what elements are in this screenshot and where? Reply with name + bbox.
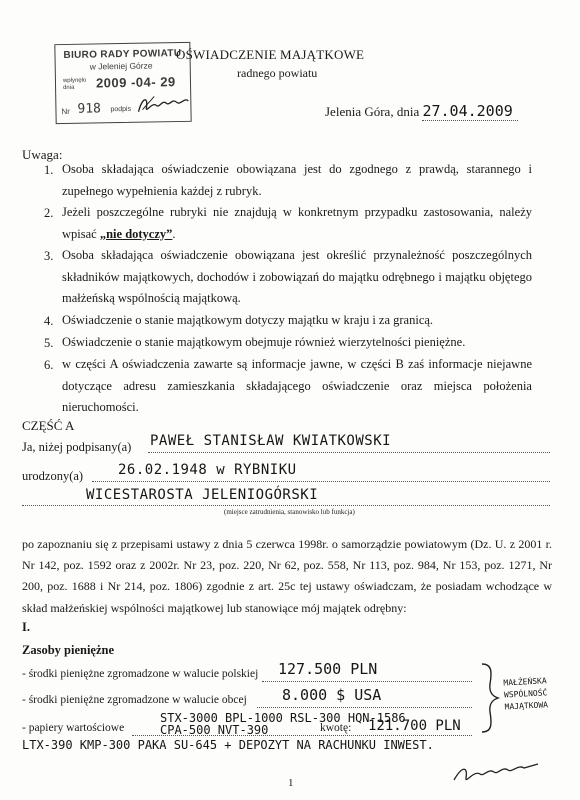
part-a-heading: CZĘŚĆ A (22, 418, 75, 433)
place-label: Jelenia Góra, dnia (325, 104, 420, 119)
stamp-date: 2009 -04- 29 (95, 74, 176, 91)
page-number: 1 (288, 777, 294, 789)
job-dotted-line (22, 505, 550, 506)
foreign-label: - środki pieniężne zgromadzone w walucie obcej (22, 694, 247, 706)
stamp-city: w Jeleniej Górze (89, 60, 153, 72)
pln-label: - środki pieniężne zgromadzone w walucie polskiej (22, 668, 259, 680)
born-dotted-line (92, 481, 550, 482)
note-text: Oświadczenie o stanie majątkowym obejmuje również wierzytelności pieniężne. (62, 335, 466, 349)
notes-heading: Uwaga: (22, 147, 63, 162)
registration-stamp (54, 42, 191, 124)
note-text (62, 202, 532, 245)
section-heading: Zasoby pieniężne (22, 643, 115, 657)
stamp-received-label: wpłynęło dnia (62, 77, 87, 92)
signed-value: PAWEŁ STANISŁAW KWIATKOWSKI (150, 433, 392, 449)
document-subtitle: radnego powiatu (237, 66, 318, 80)
stamp-signature-label: podpis (110, 105, 132, 114)
statement-paragraph: po zapoznaniu się z przepisami ustawy z dnia 5 czerwca 1998r. o samorządzie powiatowym (Dz. U. z 2001 r. Nr 142, poz. 1592 oraz z 2002r. Nr 23, poz. 220, Nr 62, poz. 558, Nr 113, poz. 984, Nr 153, poz. 1271, Nr 200, poz. 1688 i Nr 214, poz. 1806) zgodnie z art. 25c tej ustawy oświadczam, że posiadam wchodzące w skład małżeńskiej wspólności majątkowej lub stanowiące mój majątek odrębny: (22, 537, 552, 615)
securities-label: - papiery wartościowe (22, 722, 125, 734)
signed-label: Ja, niżej podpisany(a) (22, 440, 132, 454)
note-number: 2. (44, 206, 54, 220)
note-number: 3. (44, 249, 54, 263)
stamp-nr-value: 918 (77, 101, 102, 117)
amount-value: 121.700 PLN (368, 718, 461, 734)
securities-extra-line: LTX-390 KMP-300 PAKA SU-645 + DEPOZYT NA RACHUNKU INWEST. (22, 738, 434, 752)
securities-line-2: CPA-500 NVT-390 (160, 723, 269, 737)
margin-brace (478, 662, 502, 734)
place-date-line (325, 102, 518, 121)
born-value: 26.02.1948 w RYBNIKU (118, 462, 297, 478)
section-roman: I. (22, 620, 30, 634)
note-number: 5. (44, 336, 54, 350)
foreign-dotted-line (257, 707, 472, 708)
note-text: Osoba składająca oświadczenie obowiązana jest określić przynależność poszczególnych składników majątkowych, dochodów i zobowiązań do majątku odrębnego i majątku objętego małżeńską wspólnością majątkową. (62, 248, 532, 305)
stamp-nr-label: Nr (61, 106, 71, 117)
note-number: 1. (44, 163, 54, 177)
note-number: 6. (44, 358, 54, 372)
job-caption: (miejsce zatrudnienia, stanowisko lub funkcja) (224, 508, 355, 516)
bottom-signature (452, 758, 542, 788)
note-text-part: Jeżeli poszczególne rubryki nie znajdują w konkretnym przypadku zastosowania, należy wpisać (62, 205, 532, 241)
stamp-signature (136, 93, 190, 118)
note-text: w części A oświadczenia zawarte są informacje jawne, w części B zaś informacje niejawne dotyczące adresu zamieszkania składającego oświadczenie oraz miejsca położenia nieruchomości. (62, 357, 532, 414)
note-emphasis: „nie dotyczy” (99, 226, 173, 241)
born-label: urodzony(a) (22, 469, 84, 483)
pln-dotted-line (262, 681, 472, 682)
stamp-office: BIURO RADY POWIATU (63, 47, 182, 62)
amount-label: kwotę: (320, 722, 352, 734)
note-text: Osoba składająca oświadczenie obowiązana jest do zgodnego z prawdą, starannego i zupełnego wypełnienia każdej z rubryk. (62, 162, 532, 198)
document-title: OŚWIADCZENIE MAJĄTKOWE (176, 47, 365, 62)
margin-note: MAŁŻEŃSKA WSPÓLNOŚĆ MAJĄTKOWA (503, 676, 549, 712)
securities-line-1: STX-3000 BPL-1000 RSL-300 HQN-1586 (160, 711, 406, 725)
pln-value: 127.500 PLN (278, 660, 378, 678)
note-text-part: . (172, 226, 176, 241)
signed-dotted-line (148, 452, 550, 453)
note-text: Oświadczenie o stanie majątkowym dotyczy majątku w kraju i za granicą. (62, 313, 434, 327)
note-number: 4. (44, 314, 54, 328)
place-date-value: 27.04.2009 (422, 102, 518, 121)
foreign-value: 8.000 $ USA (282, 686, 382, 704)
job-value: WICESTAROSTA JELENIOGÓRSKI (86, 487, 319, 503)
